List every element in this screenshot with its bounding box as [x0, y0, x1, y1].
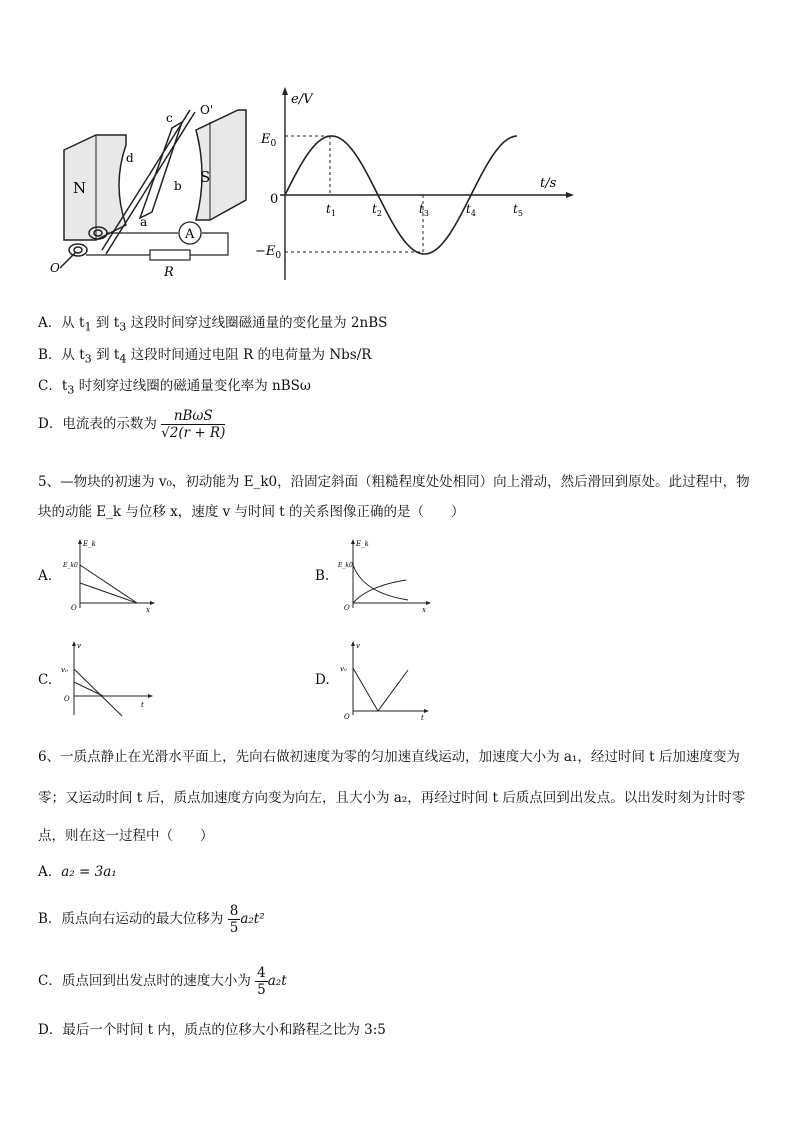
q6-b-fraction: $\frac{8}{5}$ — [229, 903, 239, 936]
generator-apparatus-figure — [40, 100, 280, 280]
q5-graph-c[interactable] — [58, 640, 158, 722]
tick-label-t4: $t_4$ — [466, 202, 476, 218]
neg-e0-label: $-E_0$ — [255, 244, 282, 261]
q6-option-a: A．a₂ = 3a₁ — [38, 864, 117, 880]
q5-stem-line1: 5、—物块的初速为 v₀，初动能为 E_k0，沿固定斜面（粗糙程度处处相同）向上滑动，然后滑回到原处。此过程中，物 — [38, 474, 750, 490]
q4-option-d: D．电流表的示数为 $\frac{\text{nBωS}}{√2(r + R)}$ — [38, 408, 226, 441]
q4-option-a: A．从 $t_1$ 到 $t_3$ 这段时间穿过线圈磁通量的变化量为 2nBS — [38, 315, 388, 334]
tick-label-t1: $t_1$ — [326, 202, 336, 218]
q5-graph-d[interactable] — [338, 640, 438, 722]
q5-option-c-label: C. — [38, 672, 53, 688]
label-a: a — [140, 215, 148, 229]
label-b: b — [174, 179, 182, 193]
ammeter — [179, 222, 201, 244]
q5-option-d-label: D. — [315, 672, 330, 688]
svg-text:A: A — [185, 227, 195, 242]
svg-text:t: t — [141, 701, 144, 709]
label-d: d — [126, 151, 134, 165]
label-c: c — [166, 111, 173, 125]
svg-text:x: x — [422, 606, 426, 614]
external-circuit — [86, 233, 228, 260]
svg-text:E_k: E_k — [356, 540, 369, 548]
pole-s-label: S — [200, 168, 211, 186]
label-o-prime: O' — [200, 103, 214, 117]
tick-label-t3: $t_3$ — [419, 202, 429, 218]
e0-label: $E_0$ — [261, 132, 277, 149]
q5-graph-a[interactable] — [62, 538, 162, 618]
svg-text:E_k0: E_k0 — [63, 562, 78, 569]
q5-option-a-label: A. — [38, 568, 53, 584]
svg-text:O: O — [344, 713, 350, 721]
svg-text:O: O — [344, 604, 350, 612]
y-axis-label: e/V — [291, 92, 313, 107]
x-axis-label: t/s — [540, 176, 557, 191]
svg-text:E_k: E_k — [83, 540, 96, 548]
q6-c-fraction: $\frac{4}{5}$ — [257, 965, 266, 998]
origin-label: 0 — [270, 192, 279, 207]
magnet-s — [196, 110, 246, 220]
svg-text:v: v — [356, 642, 360, 650]
svg-text:E_k0: E_k0 — [338, 562, 353, 569]
svg-text:v: v — [77, 642, 81, 650]
q6-option-c: C．质点回到出发点时的速度大小为 $\frac{4}{5}$ a₂t — [38, 965, 287, 998]
q4-option-c: C．$t_3$ 时刻穿过线圈的磁通量变化率为 nBSω — [38, 378, 311, 397]
q4-option-b: B．从 $t_3$ 到 $t_4$ 这段时间通过电阻 R 的电荷量为 Nbs/R — [38, 347, 372, 366]
q6-stem-line2: 零；又运动时间 t 后，质点加速度方向变为向左，且大小为 a₂，再经过时间 t 后质点回到出发点。以出发时刻为计时零 — [38, 790, 746, 806]
pole-n-label: N — [73, 179, 87, 197]
tick-label-t5: $t_5$ — [513, 202, 523, 218]
q5-graph-b[interactable] — [338, 538, 438, 618]
tick-labels — [326, 202, 523, 218]
resistor-label: R — [164, 265, 174, 280]
emf-time-graph — [255, 85, 580, 285]
svg-text:O: O — [64, 695, 70, 703]
q6-stem-line3: 点，则在这一过程中（ ） — [38, 828, 214, 844]
tick-label-t2: $t_2$ — [372, 202, 382, 218]
q6-option-d: D．最后一个时间 t 内，质点的位移大小和路程之比为 3:5 — [38, 1022, 386, 1038]
q5-stem-line2: 块的动能 E_k 与位移 x，速度 v 与时间 t 的关系图像正确的是（ ） — [38, 504, 465, 520]
svg-text:x: x — [146, 606, 150, 614]
label-o: O — [50, 261, 60, 275]
q6-option-b: B．质点向右运动的最大位移为 $\frac{8}{5}$ a₂t² — [38, 903, 265, 936]
svg-text:v₀: v₀ — [340, 665, 347, 673]
magnet-n — [64, 135, 126, 240]
q6-stem-line1: 6、一质点静止在光滑水平面上，先向右做初速度为零的匀加速直线运动，加速度大小为 a₁，经过时间 t 后加速度变为 — [38, 749, 740, 765]
ammeter-reading-fraction: $\frac{\text{nBωS}}{√2(r + R)}$ — [161, 408, 226, 441]
q5-option-b-label: B. — [315, 568, 330, 584]
svg-text:v₀: v₀ — [61, 666, 68, 674]
svg-text:t: t — [421, 714, 424, 722]
svg-text:O: O — [71, 604, 77, 612]
